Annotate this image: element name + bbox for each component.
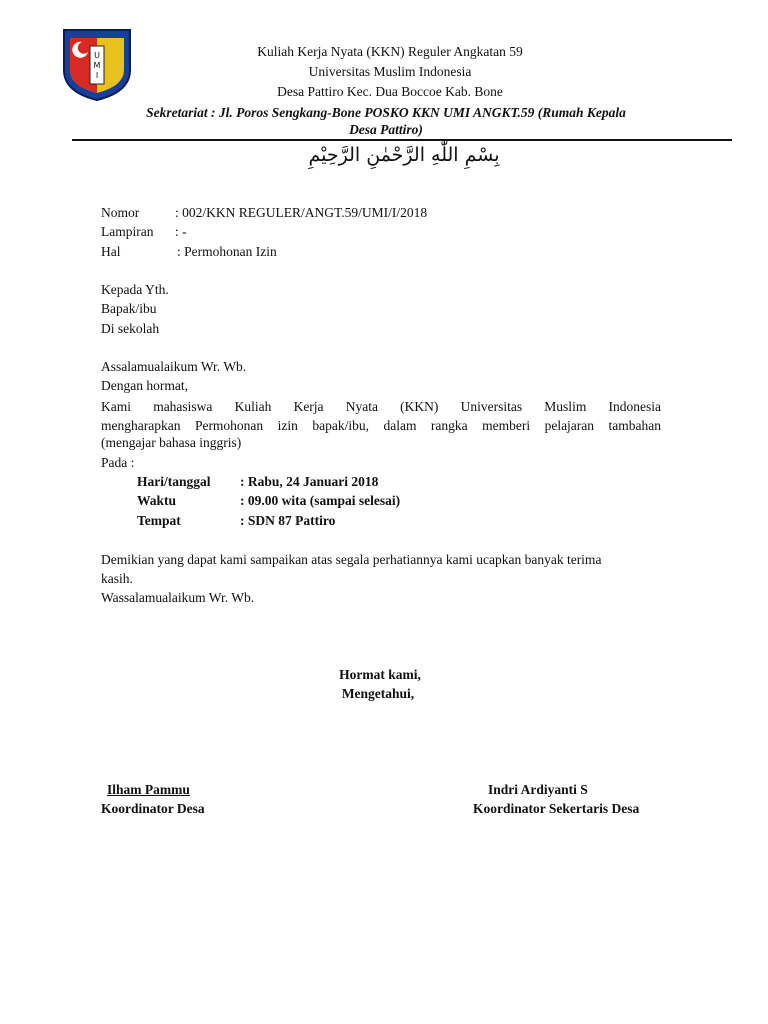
left-signatory-role: Koordinator Desa (101, 801, 205, 816)
paragraph-line-3: (mengajar bahasa inggris) (101, 435, 242, 450)
opening: Dengan hormat, (101, 378, 188, 393)
paragraph-line-1: Kami mahasiswa Kuliah Kerja Nyata (KKN) Universitas Muslim Indonesia (101, 399, 661, 414)
lampiran-label: Lampiran (101, 224, 154, 239)
tempat-label: Tempat (137, 513, 181, 528)
recipient-line-2: Bapak/ibu (101, 301, 157, 316)
header-line-2: Universitas Muslim Indonesia (308, 64, 472, 79)
closing-line-1: Demikian yang dapat kami sampaikan atas segala perhatiannya kami ucapkan banyak terima (101, 552, 602, 567)
waktu-label: Waktu (137, 493, 177, 508)
nomor-label: Nomor (101, 205, 140, 220)
right-signatory-name: Indri Ardiyanti S (488, 782, 588, 797)
pada-label: Pada : (101, 455, 135, 470)
hal-value: : Permohonan Izin (177, 244, 277, 259)
hari-value: : Rabu, 24 Januari 2018 (240, 474, 379, 489)
mengetahui: Mengetahui, (341, 686, 415, 701)
salam-penutup: Wassalamualaikum Wr. Wb. (101, 590, 255, 605)
header-line-1: Kuliah Kerja Nyata (KKN) Reguler Angkatan 59 (257, 44, 523, 59)
nomor-value: : 002/KKN REGULER/ANGT.59/UMI/I/2018 (175, 205, 428, 220)
university-crest-icon (62, 26, 132, 102)
left-signatory-name: Ilham Pammu (107, 782, 190, 797)
svg-text:I: I (95, 71, 99, 80)
tempat-value: : SDN 87 Pattiro (240, 513, 336, 528)
hal-label: Hal (101, 244, 121, 259)
basmalah-text: بِسْمِ اللّٰهِ الرَّحْمٰنِ الرَّحِيْمِ (308, 144, 500, 166)
lampiran-value: : - (175, 224, 187, 239)
svg-text:M: M (93, 61, 101, 70)
right-signatory-role: Koordinator Sekertaris Desa (473, 801, 640, 816)
basmalah (270, 144, 538, 174)
hormat-kami: Hormat kami, (339, 667, 421, 682)
recipient-line-1: Kepada Yth. (101, 282, 169, 297)
header-divider (72, 139, 732, 141)
svg-text:U: U (94, 51, 100, 60)
secretariat-line-1: Sekretariat : Jl. Poros Sengkang-Bone POSKO KKN UMI ANGKT.59 (Rumah Kepala (146, 105, 626, 120)
secretariat-line-2: Desa Pattiro) (349, 122, 423, 137)
closing-line-2: kasih. (101, 571, 133, 586)
recipient-line-3: Di sekolah (101, 321, 160, 336)
header-line-3: Desa Pattiro Kec. Dua Boccoe Kab. Bone (277, 84, 503, 99)
greeting: Assalamualaikum Wr. Wb. (101, 359, 247, 374)
paragraph-line-2: mengharapkan Permohonan izin bapak/ibu, dalam rangka memberi pelajaran tambahan (101, 418, 661, 433)
waktu-value: : 09.00 wita (sampai selesai) (240, 493, 401, 508)
hari-label: Hari/tanggal (137, 474, 211, 489)
